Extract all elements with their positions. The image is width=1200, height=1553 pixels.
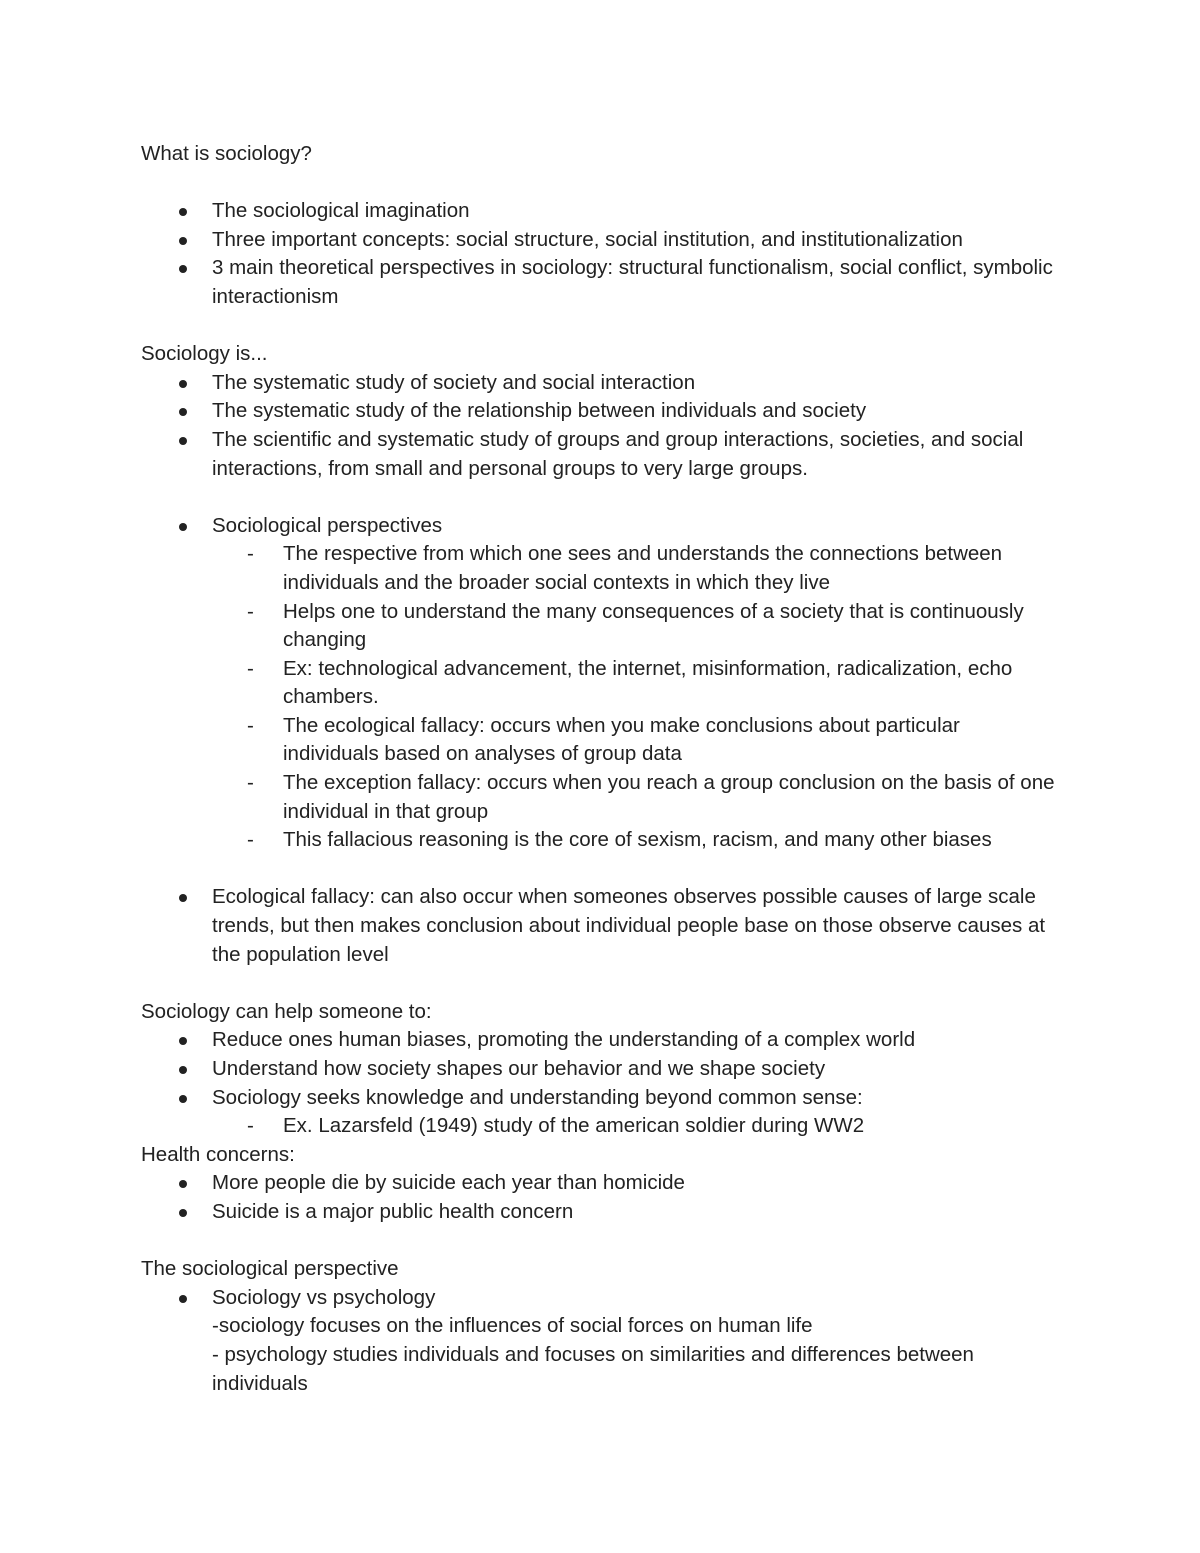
heading-health-concerns: Health concerns: — [141, 1142, 295, 1166]
spacer — [141, 969, 1061, 998]
list-item — [141, 369, 1061, 398]
bullet-icon — [179, 237, 187, 245]
heading-sociology-can-help: Sociology can help someone to: — [141, 999, 432, 1023]
definition-list — [141, 369, 1061, 483]
sublist-item-text: This fallacious reasoning is the core of sexism, racism, and many other biases — [283, 828, 992, 852]
perspectives-list — [141, 512, 1061, 855]
list-item-text: Ecological fallacy: can also occur when someones observes possible causes of large scale trends, but then makes conclusion about individual people base on those observe causes at the population level — [212, 885, 1046, 966]
list-item — [141, 426, 1061, 483]
list-item-text: 3 main theoretical perspectives in sociology: structural functionalism, social conflict, symbolic interactionism — [212, 256, 1053, 308]
bullet-icon — [179, 1095, 187, 1103]
list-item — [141, 226, 1061, 255]
sublist-item — [212, 540, 1061, 597]
list-item-text: Sociology seeks knowledge and understanding beyond common sense: — [212, 1085, 863, 1109]
bullet-icon — [179, 523, 187, 531]
list-item — [141, 1026, 1061, 1055]
spacer — [141, 855, 1061, 884]
sublist-item-text: The ecological fallacy: occurs when you make conclusions about particular individuals based on analyses of group data — [283, 713, 960, 766]
list-item-text: Reduce ones human biases, promoting the understanding of a complex world — [212, 1028, 916, 1052]
heading-sociological-perspective: The sociological perspective — [141, 1257, 399, 1281]
spacer — [141, 1227, 1061, 1256]
list-item-text: The scientific and systematic study of groups and group interactions, societies, and social interactions, from small and personal groups to very large groups. — [212, 427, 1024, 480]
list-item — [141, 197, 1061, 226]
list-item — [141, 1169, 1061, 1198]
list-item — [141, 1284, 1061, 1398]
list-item — [141, 1055, 1061, 1084]
heading-sociology-is: Sociology is... — [141, 342, 268, 366]
bullet-icon — [179, 380, 187, 388]
heading-what-is-sociology: What is sociology? — [141, 142, 312, 165]
dash-icon: - — [247, 713, 254, 737]
spacer — [141, 483, 1061, 512]
list-item — [141, 512, 1061, 855]
bullet-icon — [179, 437, 187, 445]
helps-sublist — [141, 1112, 1061, 1141]
perspectives-sublist — [141, 540, 1061, 855]
dash-icon: - — [247, 599, 254, 623]
sublist-item — [212, 598, 1061, 655]
ecological-list — [141, 883, 1061, 969]
sublist-item-text: The exception fallacy: occurs when you reach a group conclusion on the basis of one individual in that group — [283, 771, 1055, 823]
bullet-icon — [179, 208, 187, 216]
list-item-text: Three important concepts: social structure, social institution, and institutionalization — [212, 227, 963, 251]
sociology-focus-line: -sociology focuses on the influences of social forces on human life — [212, 1314, 813, 1338]
list-item-text: The systematic study of the relationship between individuals and society — [212, 399, 867, 423]
list-item-text: Sociological perspectives — [212, 513, 443, 537]
dash-icon: - — [247, 828, 254, 852]
list-item-text: Suicide is a major public health concern — [212, 1199, 574, 1223]
list-item-text: More people die by suicide each year than homicide — [212, 1171, 685, 1195]
sublist-item — [212, 826, 1061, 855]
list-item-text: The sociological imagination — [212, 199, 470, 223]
list-item-text: The systematic study of society and social interaction — [212, 370, 696, 394]
document-content — [141, 140, 1061, 1398]
list-item — [141, 397, 1061, 426]
health-list — [141, 1169, 1061, 1226]
dash-icon: - — [247, 656, 254, 680]
bullet-icon — [179, 1295, 187, 1303]
bullet-icon — [179, 1066, 187, 1074]
list-item — [141, 1198, 1061, 1227]
spacer — [141, 312, 1061, 341]
sublist-item-text: Ex: technological advancement, the internet, misinformation, radicalization, echo chambers. — [283, 656, 1013, 709]
dash-icon: - — [247, 1114, 254, 1138]
sublist-item — [212, 769, 1061, 826]
perspective-list — [141, 1284, 1061, 1398]
bullet-icon — [179, 265, 187, 273]
helps-list — [141, 1026, 1061, 1140]
bullet-icon — [179, 1037, 187, 1045]
intro-list — [141, 197, 1061, 311]
list-item — [141, 254, 1061, 311]
spacer — [141, 169, 1061, 198]
bullet-icon — [179, 408, 187, 416]
psychology-focus-line: - psychology studies individuals and focuses on similarities and differences between individuals — [212, 1342, 974, 1395]
list-item — [141, 1084, 1061, 1141]
sublist-item-text: Ex. Lazarsfeld (1949) study of the american soldier during WW2 — [283, 1114, 865, 1138]
bullet-icon — [179, 1209, 187, 1217]
list-item — [141, 883, 1061, 969]
bullet-icon — [179, 1180, 187, 1188]
list-item-text: Understand how society shapes our behavior and we shape society — [212, 1057, 826, 1080]
dash-icon: - — [247, 542, 254, 566]
sublist-item — [212, 655, 1061, 712]
bullet-icon — [179, 894, 187, 902]
sublist-item-text: The respective from which one sees and understands the connections between individuals and the broader social contexts in which they live — [283, 542, 1003, 594]
sublist-item — [212, 1112, 1061, 1141]
dash-icon: - — [247, 771, 254, 795]
sublist-item — [212, 712, 1061, 769]
sublist-item-text: Helps one to understand the many consequences of a society that is continuously changing — [283, 599, 1024, 652]
list-item-text: Sociology vs psychology — [212, 1285, 436, 1309]
